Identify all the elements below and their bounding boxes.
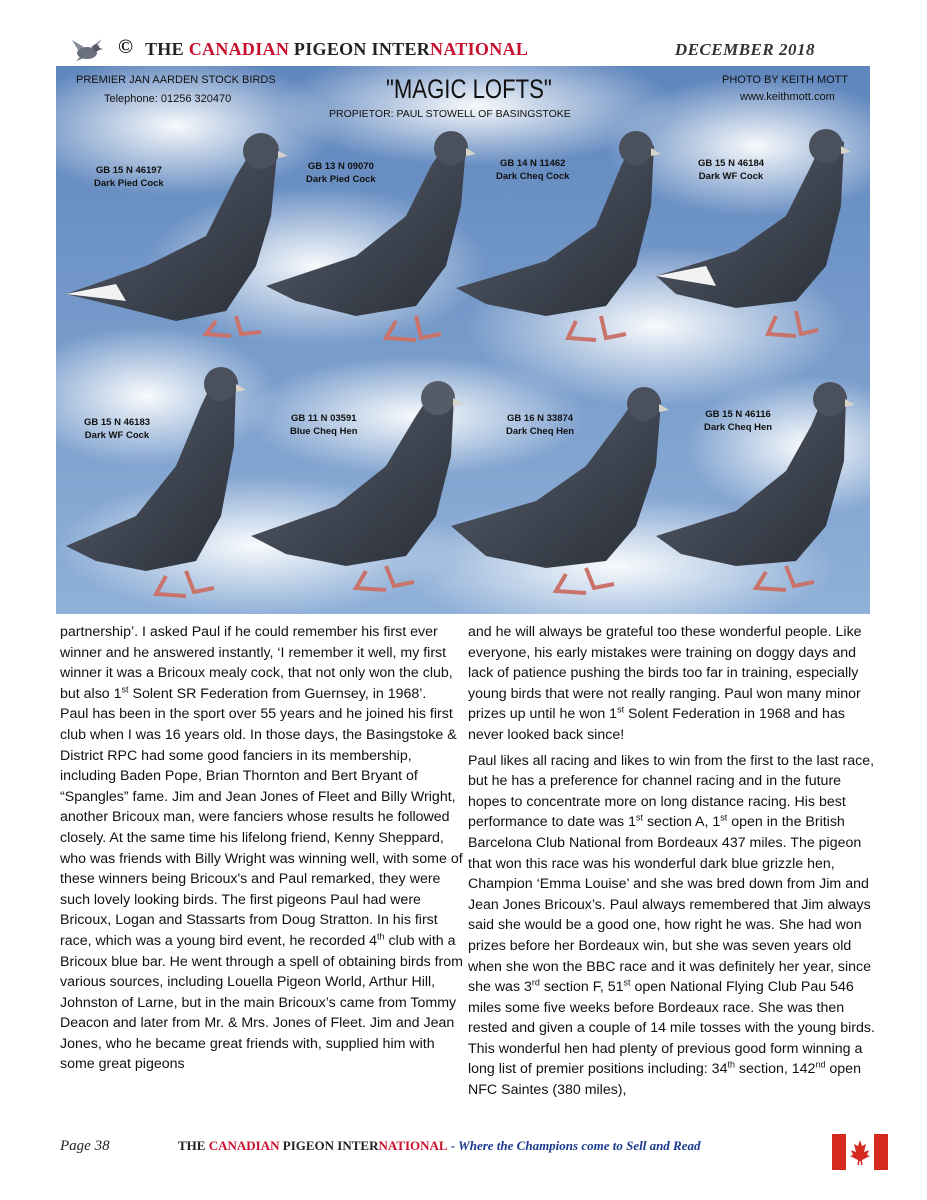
- proprietor-label: PROPIETOR: PAUL STOWELL OF BASINGSTOKE: [329, 108, 571, 120]
- paragraph: Paul likes all racing and likes to win from the first to the last race, but he has a preference for channel racing and in the future hopes to concentrate more on long distance racing. His best performance to date was 1st section A, 1st open in the British Barcelona Club National from Bordeaux 437 miles. The pigeon that won this race was his wonderful dark blue grizzle hen, Champion ‘Emma Louise’ and she was bred down from Jim and Jean Jones Bricoux’s. Paul always remembered that Jim always said she would be a good one, how right he was. She had won prizes before her Bordeaux win, but she was seven years old when she won the BBC race and it was definitely her year, since she was 3rd section F, 51st open National Flying Club Pau 546 miles some five weeks before Bordeaux race. She was then rested and given a couple of 14 mile tosses with the young birds. This wonderful hen had plenty of previous good form winning a long list of premier positions including: 34th section, 142nd open NFC Saintes (380 miles),: [468, 752, 875, 1099]
- bird-label: GB 14 N 11462 Dark Cheq Cock: [496, 158, 570, 182]
- telephone-label: Telephone: 01256 320470: [104, 93, 232, 105]
- photo-credit: PHOTO BY KEITH MOTT: [722, 74, 849, 86]
- bird-label: GB 15 N 46183 Dark WF Cock: [84, 417, 151, 441]
- paragraph: Paul has been in the sport over 55 years and he joined his first club when I was 16 years old. In those days, the Basingstoke & District RPC had some good fanciers in its membership, including Baden Pope, Brian Thornton and Bert Bryant of “Spangles” fame. Jim and Jean Jones of Fleet and Billy Wright, another Bricoux man, were fanciers whose results he followed closely. At the same time his lifelong friend, Kenny Sheppard, who was friends with Billy Wright was winning well, with some of these winners being Bricoux's and Paul remarked, they were such lovely looking birds. The first pigeons Paul had were Bricoux, Logan and Stassarts from Doug Stratton. In his first race, which was a young bird event, he recorded 4th club with a Bricoux blue bar. He went through a spell of obtaining birds from various sources, including Louella Pigeon World, Arthur Hill, Johnston of Larne, but in the main Bricoux’s came from Tommy Deacon and later from Mr. & Mrs. Jones of Fleet. Jim and Jean Jones, who he became great friends with, supplied him with some great pigeons: [60, 706, 463, 1073]
- dove-logo-icon: [70, 36, 104, 62]
- article-column-left: [60, 622, 468, 1075]
- issue-date: DECEMBER 2018: [674, 40, 815, 59]
- stock-birds-label: PREMIER JAN AARDEN STOCK BIRDS: [76, 74, 276, 86]
- bird-label: GB 15 N 46184 Dark WF Cock: [698, 158, 765, 182]
- page-number: Page 38: [60, 1138, 110, 1154]
- bird-label: GB 15 N 46116 Dark Cheq Hen: [704, 409, 773, 433]
- page-footer: [0, 1134, 927, 1174]
- paragraph: partnership’. I asked Paul if he could remember his first ever winner and he answered instantly, ‘I remember it well, my first winner it was a Bricoux mealy cock, that not only won the club, but also 1st Solent SR Federation from Guernsey, in 1968’.: [60, 624, 453, 702]
- magazine-title: THE CANADIAN PIGEON INTERNATIONAL: [145, 39, 529, 59]
- pigeons-photo-image: [56, 66, 870, 614]
- loft-title: "MAGIC LOFTS": [386, 74, 552, 104]
- bird-label: GB 15 N 46197 Dark Pied Cock: [94, 165, 164, 189]
- canada-flag-icon: [832, 1134, 888, 1170]
- photo-credit-url: www.keithmott.com: [740, 91, 835, 103]
- article-column-right: [468, 622, 876, 1101]
- loft-photo: [56, 66, 870, 614]
- bird-label: GB 16 N 33874 Dark Cheq Hen: [506, 413, 575, 437]
- bird-label: GB 13 N 09070 Dark Pied Cock: [306, 161, 376, 185]
- page-header: [0, 30, 927, 64]
- paragraph: and he will always be grateful too these wonderful people. Like everyone, his early mistakes were training on doggy days and lack of patience pushing the birds too far in training, especially young birds that were not really ranging. Paul won many minor prizes up until he won 1st Solent Federation in 1968 and has never looked back since!: [468, 624, 862, 743]
- footer-tagline: THE CANADIAN PIGEON INTERNATIONAL - Where the Champions come to Sell and Read: [178, 1138, 701, 1153]
- bird-label: GB 11 N 03591 Blue Cheq Hen: [290, 413, 358, 437]
- copyright-symbol: ©: [118, 36, 133, 58]
